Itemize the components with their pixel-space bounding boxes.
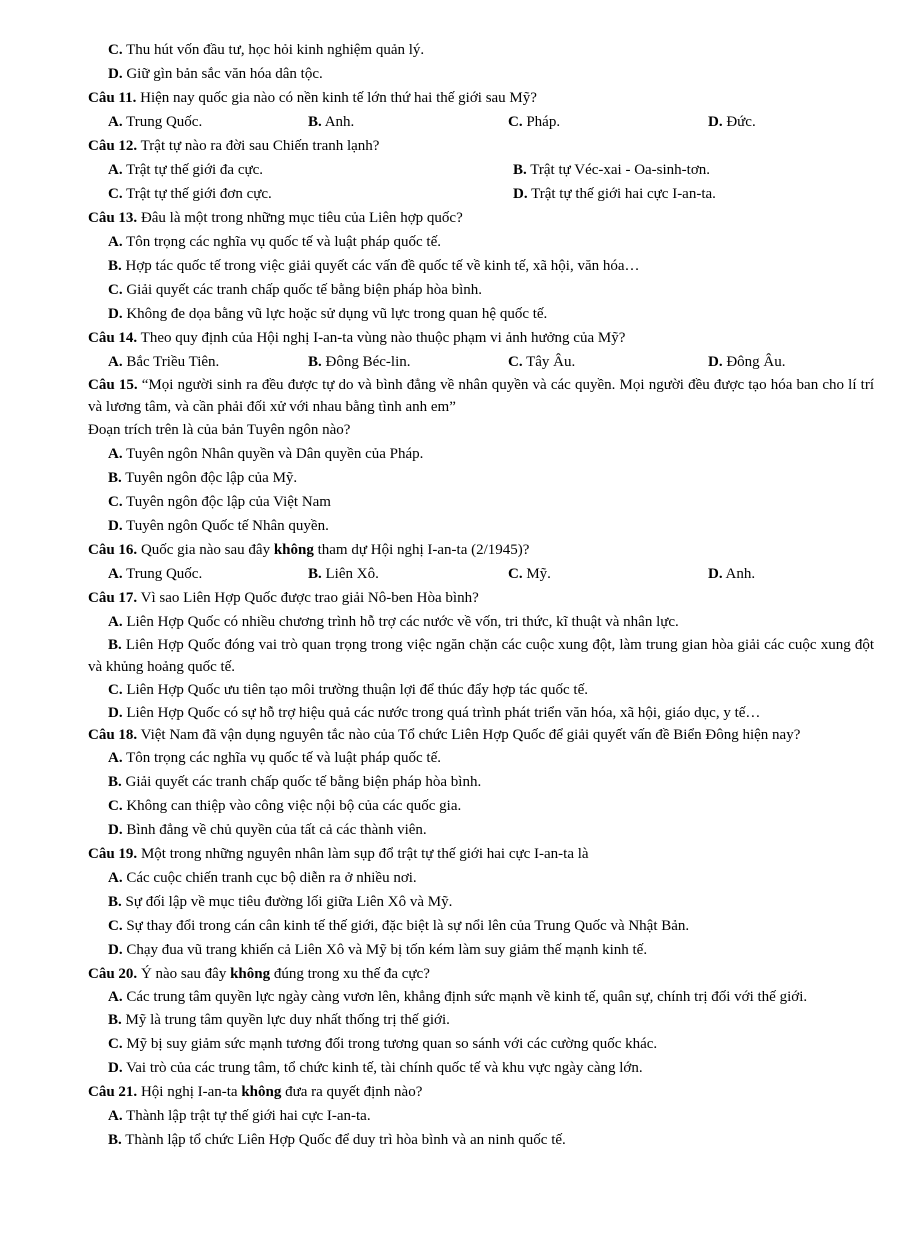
- question-text: Theo quy định của Hội nghị I-an-ta vùng nào thuộc phạm vi ảnh hưởng của Mỹ?: [137, 330, 626, 346]
- option-text: Tuyên ngôn độc lập của Mỹ.: [121, 470, 298, 486]
- question: [88, 206, 874, 230]
- answer-option: [88, 302, 874, 326]
- question: [88, 724, 874, 746]
- option-text: Liên Hợp Quốc đóng vai trò quan trọng trong việc ngăn chặn các cuộc xung đột, làm trung gian hòa giải các cuộc xung đột và khủng hoảng quốc tế.: [88, 637, 874, 675]
- option-letter: B.: [108, 1132, 122, 1148]
- option-letter: B.: [108, 774, 122, 790]
- answer-row: [88, 158, 874, 182]
- question-number: Câu 16.: [88, 542, 138, 558]
- option-text: Giải quyết các tranh chấp quốc tế bằng biện pháp hòa bình.: [122, 282, 483, 298]
- answer-option: [308, 110, 508, 134]
- question-number: Câu 15.: [88, 377, 138, 393]
- question-text: Đâu là một trong những mục tiêu của Liên hợp quốc?: [137, 210, 463, 226]
- option-letter: A.: [108, 614, 123, 630]
- answer-option: [88, 278, 874, 302]
- option-text: Trung Quốc.: [126, 566, 203, 582]
- option-letter: B.: [513, 162, 527, 178]
- question-text: đúng trong xu thế đa cực?: [270, 966, 430, 982]
- question-emphasis: không: [241, 1084, 282, 1100]
- question-number: Câu 20.: [88, 966, 138, 982]
- option-letter: B.: [108, 894, 122, 910]
- question-text: Ý nào sau đây: [137, 966, 231, 982]
- answer-option: [88, 794, 874, 818]
- answer-option: [508, 110, 708, 134]
- question: [88, 86, 874, 110]
- question-text: Quốc gia nào sau đây: [137, 542, 274, 558]
- question-text: Trật tự nào ra đời sau Chiến tranh lạnh?: [137, 138, 380, 154]
- option-text: Tuyên ngôn Nhân quyền và Dân quyền của Pháp.: [122, 446, 424, 462]
- option-text: Sự đối lập về mục tiêu đường lối giữa Liên Xô và Mỹ.: [121, 894, 453, 910]
- answer-option: [88, 914, 874, 938]
- option-letter: A.: [108, 162, 123, 178]
- option-letter: A.: [108, 1108, 123, 1124]
- option-text: Hợp tác quốc tế trong việc giải quyết các vấn đề quốc tế về kinh tế, xã hội, văn hóa…: [121, 258, 640, 274]
- option-text: Pháp.: [526, 114, 561, 130]
- option-text: Vai trò của các trung tâm, tổ chức kinh tế, tài chính quốc tế và khu vực ngày càng lớn.: [122, 1060, 643, 1076]
- option-text: Thành lập tổ chức Liên Hợp Quốc để duy trì hòa bình và an ninh quốc tế.: [121, 1132, 566, 1148]
- answer-option: [88, 1056, 874, 1080]
- question-text: Hội nghị I-an-ta: [137, 1084, 242, 1100]
- question-text: Một trong những nguyên nhân làm sụp đổ trật tự thế giới hai cực I-an-ta là: [137, 846, 589, 862]
- option-text: Tây Âu.: [526, 354, 576, 370]
- answer-option: [88, 986, 874, 1008]
- option-letter: A.: [108, 446, 123, 462]
- option-text: Liên Xô.: [325, 566, 379, 582]
- question-number: Câu 14.: [88, 330, 138, 346]
- answer-option: [88, 634, 874, 678]
- question-text: “Mọi người sinh ra đều được tự do và bình đẳng về nhân quyền và các quyền. Mọi người đều được tạo hóa ban cho lí trí và lương tâm, và cần phải đối xử với nhau bằng tình anh em”: [88, 377, 874, 415]
- question-number: Câu 17.: [88, 590, 138, 606]
- option-text: Liên Hợp Quốc có nhiều chương trình hỗ trợ các nước về vốn, tri thức, kĩ thuật và nhân lực.: [122, 614, 679, 630]
- question: [88, 538, 874, 562]
- answer-option: [88, 610, 874, 634]
- option-letter: A.: [108, 354, 123, 370]
- option-text: Tôn trọng các nghĩa vụ quốc tế và luật pháp quốc tế.: [122, 234, 441, 250]
- option-text: Liên Hợp Quốc có sự hỗ trợ hiệu quả các nước trong quá trình phát triển văn hóa, xã hội, giáo dục, y tế…: [122, 705, 761, 721]
- question: [88, 842, 874, 866]
- option-text: Tuyên ngôn Quốc tế Nhân quyền.: [122, 518, 329, 534]
- option-letter: C.: [108, 682, 123, 698]
- answer-row: [88, 562, 874, 586]
- option-letter: C.: [108, 282, 123, 298]
- option-letter: A.: [108, 750, 123, 766]
- question-number: Câu 21.: [88, 1084, 138, 1100]
- answer-option: [88, 1104, 874, 1128]
- option-text: Tôn trọng các nghĩa vụ quốc tế và luật pháp quốc tế.: [122, 750, 441, 766]
- answer-option: [88, 38, 874, 62]
- option-text: Mỹ là trung tâm quyền lực duy nhất thống trị thế giới.: [121, 1012, 450, 1028]
- option-letter: C.: [108, 42, 123, 58]
- option-text: Các cuộc chiến tranh cục bộ diễn ra ở nhiều nơi.: [122, 870, 417, 886]
- question-text: tham dự Hội nghị I-an-ta (2/1945)?: [313, 542, 530, 558]
- option-text: Trật tự thế giới đơn cực.: [126, 186, 272, 202]
- answer-option: [708, 562, 848, 586]
- answer-row: [88, 350, 874, 374]
- question-emphasis: không: [230, 966, 271, 982]
- option-text: Anh.: [725, 566, 756, 582]
- answer-option: [88, 442, 874, 466]
- answer-option: [88, 1128, 874, 1152]
- option-letter: D.: [708, 114, 723, 130]
- option-letter: D.: [108, 66, 123, 82]
- answer-row: [88, 110, 874, 134]
- question: [88, 326, 874, 350]
- option-text: Tuyên ngôn độc lập của Việt Nam: [122, 494, 331, 510]
- answer-option: [88, 770, 874, 794]
- option-text: Đức.: [726, 114, 756, 130]
- option-letter: A.: [108, 870, 123, 886]
- answer-option: [88, 514, 874, 538]
- option-text: Mỹ bị suy giảm sức mạnh tương đối trong tương quan so sánh với các cường quốc khác.: [122, 1036, 658, 1052]
- option-letter: C.: [108, 494, 123, 510]
- option-text: Trật tự Véc-xai - Oa-sinh-tơn.: [530, 162, 711, 178]
- option-letter: A.: [108, 566, 123, 582]
- answer-option: [108, 562, 308, 586]
- question-text: Việt Nam đã vận dụng nguyên tắc nào của Tổ chức Liên Hợp Quốc để giải quyết vấn đề Biển Đông hiện nay?: [137, 727, 801, 743]
- option-letter: C.: [108, 918, 123, 934]
- question-number: Câu 11.: [88, 90, 137, 106]
- option-letter: D.: [108, 306, 123, 322]
- option-text: Thành lập trật tự thế giới hai cực I-an-ta.: [122, 1108, 371, 1124]
- option-text: Bình đẳng về chủ quyền của tất cả các thành viên.: [122, 822, 427, 838]
- answer-option: [508, 562, 708, 586]
- question: [88, 374, 874, 418]
- option-text: Trật tự thế giới hai cực I-an-ta.: [531, 186, 716, 202]
- answer-option: [708, 110, 848, 134]
- option-letter: B.: [308, 354, 322, 370]
- answer-option: [508, 350, 708, 374]
- option-letter: B.: [308, 114, 322, 130]
- option-text: Đông Béc-lin.: [325, 354, 411, 370]
- answer-option: [108, 158, 513, 182]
- option-letter: D.: [108, 822, 123, 838]
- answer-row: [88, 182, 874, 206]
- answer-option: [88, 678, 874, 702]
- option-letter: D.: [513, 186, 528, 202]
- question-number: Câu 19.: [88, 846, 138, 862]
- question-text: Vì sao Liên Hợp Quốc được trao giải Nô-ben Hòa bình?: [137, 590, 479, 606]
- option-text: Bắc Triều Tiên.: [126, 354, 220, 370]
- answer-option: [88, 746, 874, 770]
- answer-option: [88, 1008, 874, 1032]
- answer-option: [88, 230, 874, 254]
- answer-option: [308, 562, 508, 586]
- option-text: Anh.: [324, 114, 355, 130]
- option-letter: C.: [108, 1036, 123, 1052]
- option-letter: D.: [108, 705, 123, 721]
- option-letter: C.: [508, 114, 523, 130]
- answer-option: [708, 350, 848, 374]
- answer-option: [88, 254, 874, 278]
- option-letter: D.: [108, 942, 123, 958]
- answer-option: [88, 890, 874, 914]
- option-text: Các trung tâm quyền lực ngày càng vươn lên, khẳng định sức mạnh về kinh tế, quân sự, chính trị đối với thế giới.: [122, 989, 808, 1005]
- option-letter: B.: [308, 566, 322, 582]
- option-text: Sự thay đổi trong cán cân kinh tế thế giới, đặc biệt là sự nổi lên của Trung Quốc và Nhật Bản.: [122, 918, 690, 934]
- option-letter: B.: [108, 637, 122, 653]
- option-text: Mỹ.: [526, 566, 551, 582]
- question: [88, 586, 874, 610]
- option-text: Liên Hợp Quốc ưu tiên tạo môi trường thuận lợi để thúc đẩy hợp tác quốc tế.: [122, 682, 588, 698]
- answer-option: [88, 490, 874, 514]
- option-letter: A.: [108, 989, 123, 1005]
- question: [88, 1080, 874, 1104]
- option-text: Không can thiệp vào công việc nội bộ của các quốc gia.: [122, 798, 462, 814]
- option-letter: A.: [108, 114, 123, 130]
- option-text: Giải quyết các tranh chấp quốc tế bằng biện pháp hòa bình.: [121, 774, 482, 790]
- option-text: Giữ gìn bản sắc văn hóa dân tộc.: [122, 66, 323, 82]
- question: [88, 962, 874, 986]
- question-text: Hiện nay quốc gia nào có nền kinh tế lớn thứ hai thế giới sau Mỹ?: [136, 90, 537, 106]
- option-letter: C.: [108, 186, 123, 202]
- option-text: Trung Quốc.: [126, 114, 203, 130]
- answer-option: [513, 182, 873, 206]
- option-text: Thu hút vốn đầu tư, học hỏi kinh nghiệm quản lý.: [122, 42, 425, 58]
- option-letter: D.: [708, 354, 723, 370]
- answer-option: [513, 158, 873, 182]
- option-letter: D.: [108, 518, 123, 534]
- answer-option: [88, 938, 874, 962]
- question-number: Câu 13.: [88, 210, 138, 226]
- option-text: Đông Âu.: [726, 354, 786, 370]
- question: [88, 134, 874, 158]
- option-letter: B.: [108, 1012, 122, 1028]
- option-letter: C.: [508, 566, 523, 582]
- answer-option: [108, 182, 513, 206]
- option-letter: D.: [108, 1060, 123, 1076]
- question-prompt: Đoạn trích trên là của bản Tuyên ngôn nào?: [88, 422, 351, 438]
- answer-option: [88, 818, 874, 842]
- question-number: Câu 12.: [88, 138, 138, 154]
- answer-option: [88, 702, 874, 724]
- option-letter: B.: [108, 258, 122, 274]
- question-text: đưa ra quyết định nào?: [281, 1084, 423, 1100]
- answer-option: [308, 350, 508, 374]
- answer-option: [108, 350, 308, 374]
- question-emphasis: không: [273, 542, 314, 558]
- option-text: Không đe dọa bằng vũ lực hoặc sử dụng vũ lực trong quan hệ quốc tế.: [122, 306, 548, 322]
- answer-option: [88, 1032, 874, 1056]
- option-letter: C.: [108, 798, 123, 814]
- answer-option: [88, 466, 874, 490]
- answer-option: [88, 62, 874, 86]
- answer-option: [108, 110, 308, 134]
- option-text: Trật tự thế giới đa cực.: [126, 162, 264, 178]
- option-letter: A.: [108, 234, 123, 250]
- option-letter: B.: [108, 470, 122, 486]
- answer-option: [88, 866, 874, 890]
- option-letter: C.: [508, 354, 523, 370]
- question-number: Câu 18.: [88, 727, 138, 743]
- option-letter: D.: [708, 566, 723, 582]
- option-text: Chạy đua vũ trang khiến cả Liên Xô và Mỹ bị tốn kém làm suy giảm thế mạnh kinh tế.: [122, 942, 648, 958]
